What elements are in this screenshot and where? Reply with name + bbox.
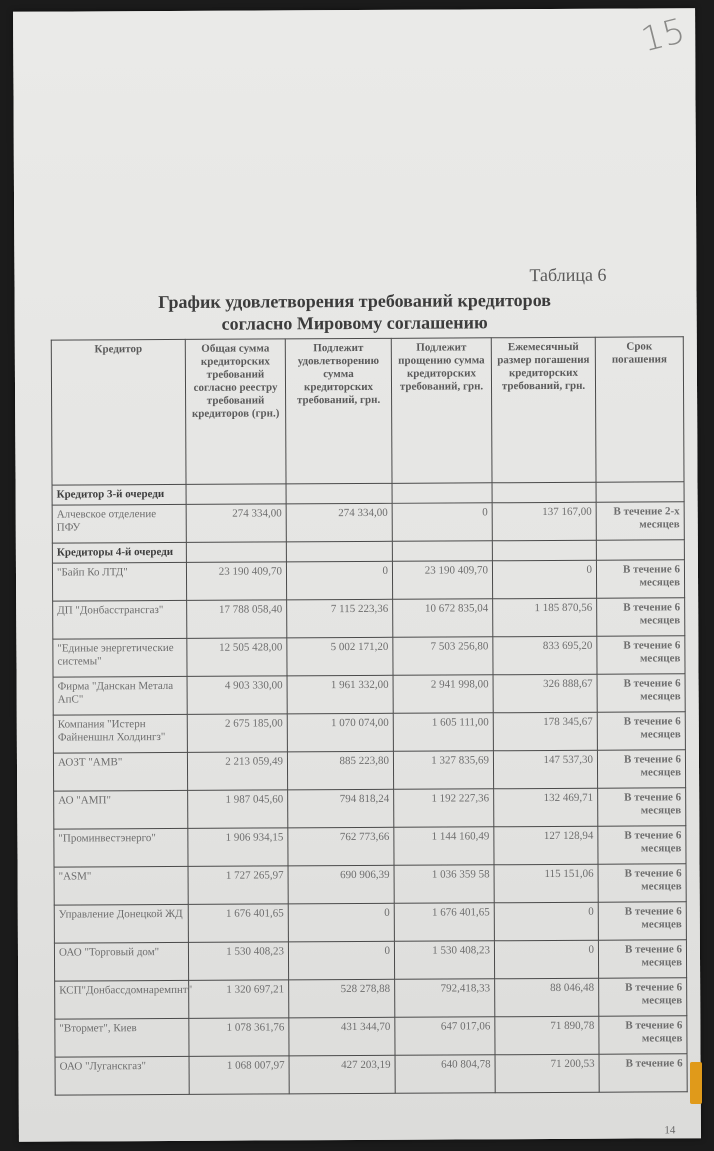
cell-to-forgive: 2 941 998,00 — [393, 675, 493, 714]
cell-monthly: 833 695,20 — [493, 636, 597, 675]
cell-total: 4 903 330,00 — [187, 676, 287, 715]
cell-total: 2 675 185,00 — [187, 714, 287, 753]
cell-to-satisfy: 885 223,80 — [287, 751, 393, 790]
cell-to-forgive: 7 503 256,80 — [393, 637, 493, 676]
cell-total — [186, 542, 286, 563]
cell-creditor: "ASM" — [54, 866, 188, 905]
cell-monthly: 88 046,48 — [495, 978, 599, 1017]
cell-creditor: "Проминвестэнерго" — [54, 828, 188, 867]
cell-total: 274 334,00 — [186, 504, 286, 543]
table-row — [54, 788, 686, 829]
cell-term: В течение 6 месяцев — [598, 902, 686, 940]
schedule-table — [51, 336, 688, 1095]
cell-monthly: 178 345,67 — [493, 712, 597, 751]
title-line-2: согласно Мировому соглашению — [221, 312, 488, 334]
cell-to-satisfy: 1 961 332,00 — [287, 675, 393, 714]
cell-monthly: 0 — [492, 560, 596, 599]
cell-to-satisfy: 431 344,70 — [289, 1017, 395, 1056]
cell-term: В течение 6 — [599, 1054, 687, 1092]
table-header-row — [51, 337, 684, 485]
cell-to-forgive: 0 — [392, 503, 492, 542]
cell-creditor: Кредитор 3-й очереди — [52, 484, 186, 505]
cell-to-forgive: 1 036 359 58 — [394, 865, 494, 904]
cell-to-forgive: 640 804,78 — [395, 1055, 495, 1094]
cell-creditor: АОЗТ "АМВ" — [53, 752, 187, 791]
cell-creditor: "Единые энергетические системы" — [53, 638, 187, 677]
cell-total: 1 320 697,21 — [189, 980, 289, 1019]
cell-to-satisfy: 0 — [286, 561, 392, 600]
cell-to-forgive: 1 144 160,49 — [394, 827, 494, 866]
cell-creditor: ОАО "Луганскгаз" — [55, 1056, 189, 1095]
header-total: Общая сумма кредиторских требований согласно реестру требований кредиторов (грн.) — [185, 339, 286, 485]
cell-creditor: ДП "Донбасстрансгаз" — [53, 600, 187, 639]
cell-to-satisfy: 794 818,24 — [288, 789, 394, 828]
cell-monthly: 0 — [494, 940, 598, 979]
title-line-1: График удовлетворения требований кредиторов — [158, 289, 551, 313]
cell-monthly — [492, 540, 596, 561]
cell-monthly — [492, 482, 596, 503]
cell-monthly: 147 537,30 — [493, 750, 597, 789]
cell-to-satisfy: 528 278,88 — [289, 979, 395, 1018]
cell-term — [596, 482, 684, 502]
cell-term: В течение 6 месяцев — [596, 560, 684, 598]
table-row — [54, 826, 686, 867]
cell-monthly: 127 128,94 — [494, 826, 598, 865]
cell-term — [596, 540, 684, 560]
cell-total: 1 987 045,60 — [188, 790, 288, 829]
cell-creditor: Управление Донецкой ЖД — [54, 904, 188, 943]
table-row — [52, 560, 684, 601]
table-row — [55, 978, 687, 1019]
cell-monthly: 71 200,53 — [495, 1054, 599, 1093]
cell-term: В течение 6 месяцев — [599, 1016, 687, 1054]
cell-term: В течение 6 месяцев — [597, 750, 685, 788]
cell-to-satisfy: 0 — [288, 903, 394, 942]
cell-total: 1 068 007,97 — [189, 1056, 289, 1095]
cell-creditor: ОАО "Торговый дом" — [54, 942, 188, 981]
page-number: 14 — [664, 1124, 676, 1137]
cell-to-forgive: 1 530 408,23 — [394, 941, 494, 980]
cell-to-satisfy — [286, 483, 392, 504]
cell-total: 23 190 409,70 — [186, 562, 286, 601]
cell-monthly: 137 167,00 — [492, 502, 596, 541]
table-number: Таблица 6 — [529, 264, 607, 286]
cell-creditor: Кредиторы 4-й очереди — [52, 542, 186, 563]
cell-term: В течение 6 месяцев — [598, 940, 686, 978]
cell-to-forgive: 647 017,06 — [395, 1017, 495, 1056]
cell-to-forgive: 1 676 401,65 — [394, 903, 494, 942]
table-row — [53, 598, 685, 639]
cell-term: В течение 6 месяцев — [599, 978, 687, 1016]
table-row — [53, 636, 685, 677]
cell-to-satisfy: 274 334,00 — [286, 503, 392, 542]
cell-to-satisfy: 1 070 074,00 — [287, 713, 393, 752]
cell-creditor: Фирма "Данскан Метала АпС" — [53, 676, 187, 715]
cell-monthly: 132 469,71 — [494, 788, 598, 827]
cell-to-satisfy: 7 115 223,36 — [287, 599, 393, 638]
document-page — [13, 8, 701, 1142]
cell-term: В течение 6 месяцев — [598, 788, 686, 826]
cell-total: 1 530 408,23 — [188, 942, 288, 981]
cell-term: В течение 2-х месяцев — [596, 502, 684, 540]
cell-creditor: "Байп Ко ЛТД" — [52, 562, 186, 601]
cell-to-forgive: 10 672 835,04 — [393, 599, 493, 638]
cell-to-forgive: 1 327 835,69 — [393, 751, 493, 790]
header-creditor: Кредитор — [51, 339, 186, 485]
header-term: Срок погашения — [595, 337, 684, 482]
cell-term: В течение 6 месяцев — [597, 598, 685, 636]
table-row — [52, 502, 684, 543]
cell-total: 1 906 934,15 — [188, 828, 288, 867]
cell-total: 12 505 428,00 — [187, 638, 287, 677]
cell-to-forgive — [392, 541, 492, 562]
cell-term: В течение 6 месяцев — [598, 826, 686, 864]
table-row — [54, 940, 686, 981]
table-body — [52, 482, 687, 1095]
handwritten-page-number: 15 — [637, 10, 690, 61]
cell-creditor: "Втормет", Киев — [55, 1018, 189, 1057]
table-row — [54, 864, 686, 905]
cell-creditor: АО "АМП" — [54, 790, 188, 829]
table-row — [54, 902, 686, 943]
cell-to-forgive: 23 190 409,70 — [392, 561, 492, 600]
header-to-forgive: Подлежит прощению сумма кредиторских требований, грн. — [391, 338, 492, 484]
cell-to-satisfy: 5 002 171,20 — [287, 637, 393, 676]
cell-total: 1 078 361,76 — [189, 1018, 289, 1057]
table-row — [55, 1016, 687, 1057]
header-monthly: Ежемесячный размер погашения кредиторских требований, грн. — [491, 337, 596, 483]
cell-term: В течение 6 месяцев — [598, 864, 686, 902]
table-row — [53, 674, 685, 715]
cell-to-forgive: 1 192 227,36 — [394, 789, 494, 828]
table-row — [55, 1054, 687, 1095]
cell-total: 2 213 059,49 — [187, 752, 287, 791]
table-row — [53, 712, 685, 753]
cell-to-satisfy: 0 — [288, 941, 394, 980]
cell-to-satisfy — [286, 541, 392, 562]
cell-to-satisfy: 427 203,19 — [289, 1055, 395, 1094]
cell-total: 17 788 058,40 — [187, 600, 287, 639]
cell-to-satisfy: 690 906,39 — [288, 865, 394, 904]
cell-to-forgive: 792,418,33 — [395, 979, 495, 1018]
cell-to-satisfy: 762 773,66 — [288, 827, 394, 866]
header-to-satisfy: Подлежит удовлетворению сумма кредиторских требований, грн. — [285, 338, 392, 484]
cell-to-forgive: 1 605 111,00 — [393, 713, 493, 752]
cell-creditor: КСП"Донбассдомнаремпнт" — [55, 980, 189, 1019]
cell-to-forgive — [392, 483, 492, 504]
cell-term: В течение 6 месяцев — [597, 712, 685, 750]
cell-term: В течение 6 месяцев — [597, 674, 685, 712]
cell-creditor: Компания "Истерн Файненшнл Холдингз" — [53, 714, 187, 753]
table-row — [53, 750, 685, 791]
cell-monthly: 1 185 870,56 — [493, 598, 597, 637]
orange-edge-marker — [690, 1062, 702, 1104]
cell-monthly: 326 888,67 — [493, 674, 597, 713]
document-title — [95, 289, 615, 336]
cell-monthly: 115 151,06 — [494, 864, 598, 903]
cell-monthly: 71 890,78 — [495, 1016, 599, 1055]
cell-monthly: 0 — [494, 902, 598, 941]
cell-total: 1 727 265,97 — [188, 866, 288, 905]
cell-total: 1 676 401,65 — [188, 904, 288, 943]
cell-total — [186, 484, 286, 505]
cell-term: В течение 6 месяцев — [597, 636, 685, 674]
cell-creditor: Алчевское отделение ПФУ — [52, 504, 186, 543]
